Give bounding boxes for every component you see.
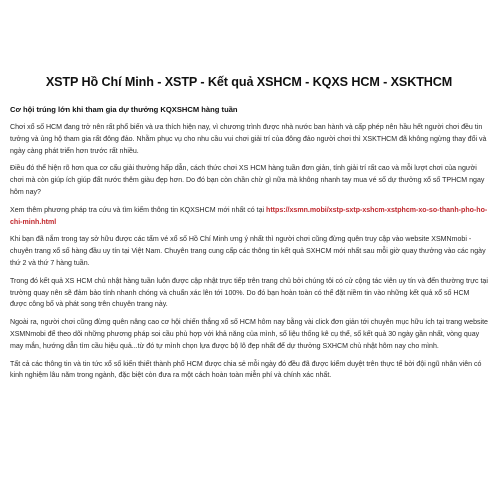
article [10, 74, 488, 388]
paragraph-website: Khi bạn đã nắm trong tay sở hữu được các tấm vé xổ số Hồ Chí Minh ưng ý nhất thì người chơi cũng đừng quên truy cập vào website XSMNmobi - chuyên trang xổ số hàng đầu uy tín tại Việt Nam. Chuyên trang cung cấp các thông tin kết quả SXHCM mới nhất sau mỗi giờ quay thưởng vào các ngày thứ 2 và thứ 7 hàng tuần. [10, 236, 486, 267]
xsmn-mobi-link[interactable]: https://xsmn.mobi/xstp-sxtp-xshcm-xstphcm-xo-so-thanh-pho-ho-chi-minh.html [10, 206, 488, 226]
section-heading: Cơ hội trúng lớn khi tham gia dự thưởng KQXSHCM hàng tuần [10, 105, 238, 114]
paragraph-verification: Tất cả các thông tin và tin tức xổ số kiến thiết thành phố HCM được chia sẻ mỗi ngày đó đều đã được kiểm duyệt trên thực tế bởi đội ngũ nhân viên có kinh nghiệm lâu năm trong ngành, đặc biệt còn đưa ra một cách hoàn toàn miễn phí và chính xác nhất. [10, 360, 482, 380]
paragraph-reference [10, 205, 488, 229]
paragraph-benefits: Điều đó thể hiện rõ hơn qua cơ cấu giải thưởng hấp dẫn, cách thức chơi XS HCM hàng tuần đơn giản, tính giải trí rất cao và mỗi lượt chơi của người chơi mà còn giúp ích giúp đất nước thêm giàu đẹp hơn. Do đó bạn còn chần chừ gì nữa mà không nhanh tay mua vé số dự thưởng xổ số TPHCM ngay hôm nay? [10, 165, 485, 196]
paragraph-tips: Ngoài ra, người chơi cũng đừng quên nâng cao cơ hội chiến thắng xổ số HCM hôm nay bằng vài click đơn giản tới chuyên mục hữu ích tại trang website XSMNmobi để theo dõi những phương pháp soi cầu phù hợp với khả năng của mình, số liệu thống kê cụ thể, số kết quả 30 ngày gần nhất, vòng quay may mắn, hướng dẫn tìm cầu hiệu quả...từ đó tự mình chọn lựa được bộ lô đẹp nhất để dự thưởng SXHCM chủ nhật hôm nay cho mình. [10, 319, 488, 350]
reference-text: Xem thêm phương pháp tra cứu và tìm kiếm thông tin KQXSHCM mới nhất có tại [10, 206, 267, 214]
paragraph-live-results: Trong đó kết quả XS HCM chủ nhật hàng tuần luôn được cập nhật trực tiếp trên trang chủ bởi chúng tôi có cử cộng tác viên uy tín và đến thường trực tại trường quay nên sẽ đảm bảo tính nhanh chóng và chuẩn xác lên tới 100%. Do đó bạn hoàn toàn có thể đặt niềm tin vào những kết quả xổ số HCM được công bố và phát song trên chuyên trang này. [10, 277, 488, 309]
paragraph-intro: Chơi xổ số HCM đang trở nên rất phổ biến và ưa thích hiện nay, vì chương trình được nhà nước ban hành và cấp phép nên hầu hết người chơi đều tin tưởng và ủng hộ tham gia rất đông đảo. Nhằm phục vụ cho nhu cầu vui chơi giải trí của đông đảo người chơi thì XSKTHCM đã không ngừng thay đổi và ngày càng phát triển hơn trước rất nhiều. [10, 124, 487, 155]
page-title: XSTP Hồ Chí Minh - XSTP - Kết quả XSHCM - KQXS HCM - XSKTHCM [45, 75, 453, 89]
